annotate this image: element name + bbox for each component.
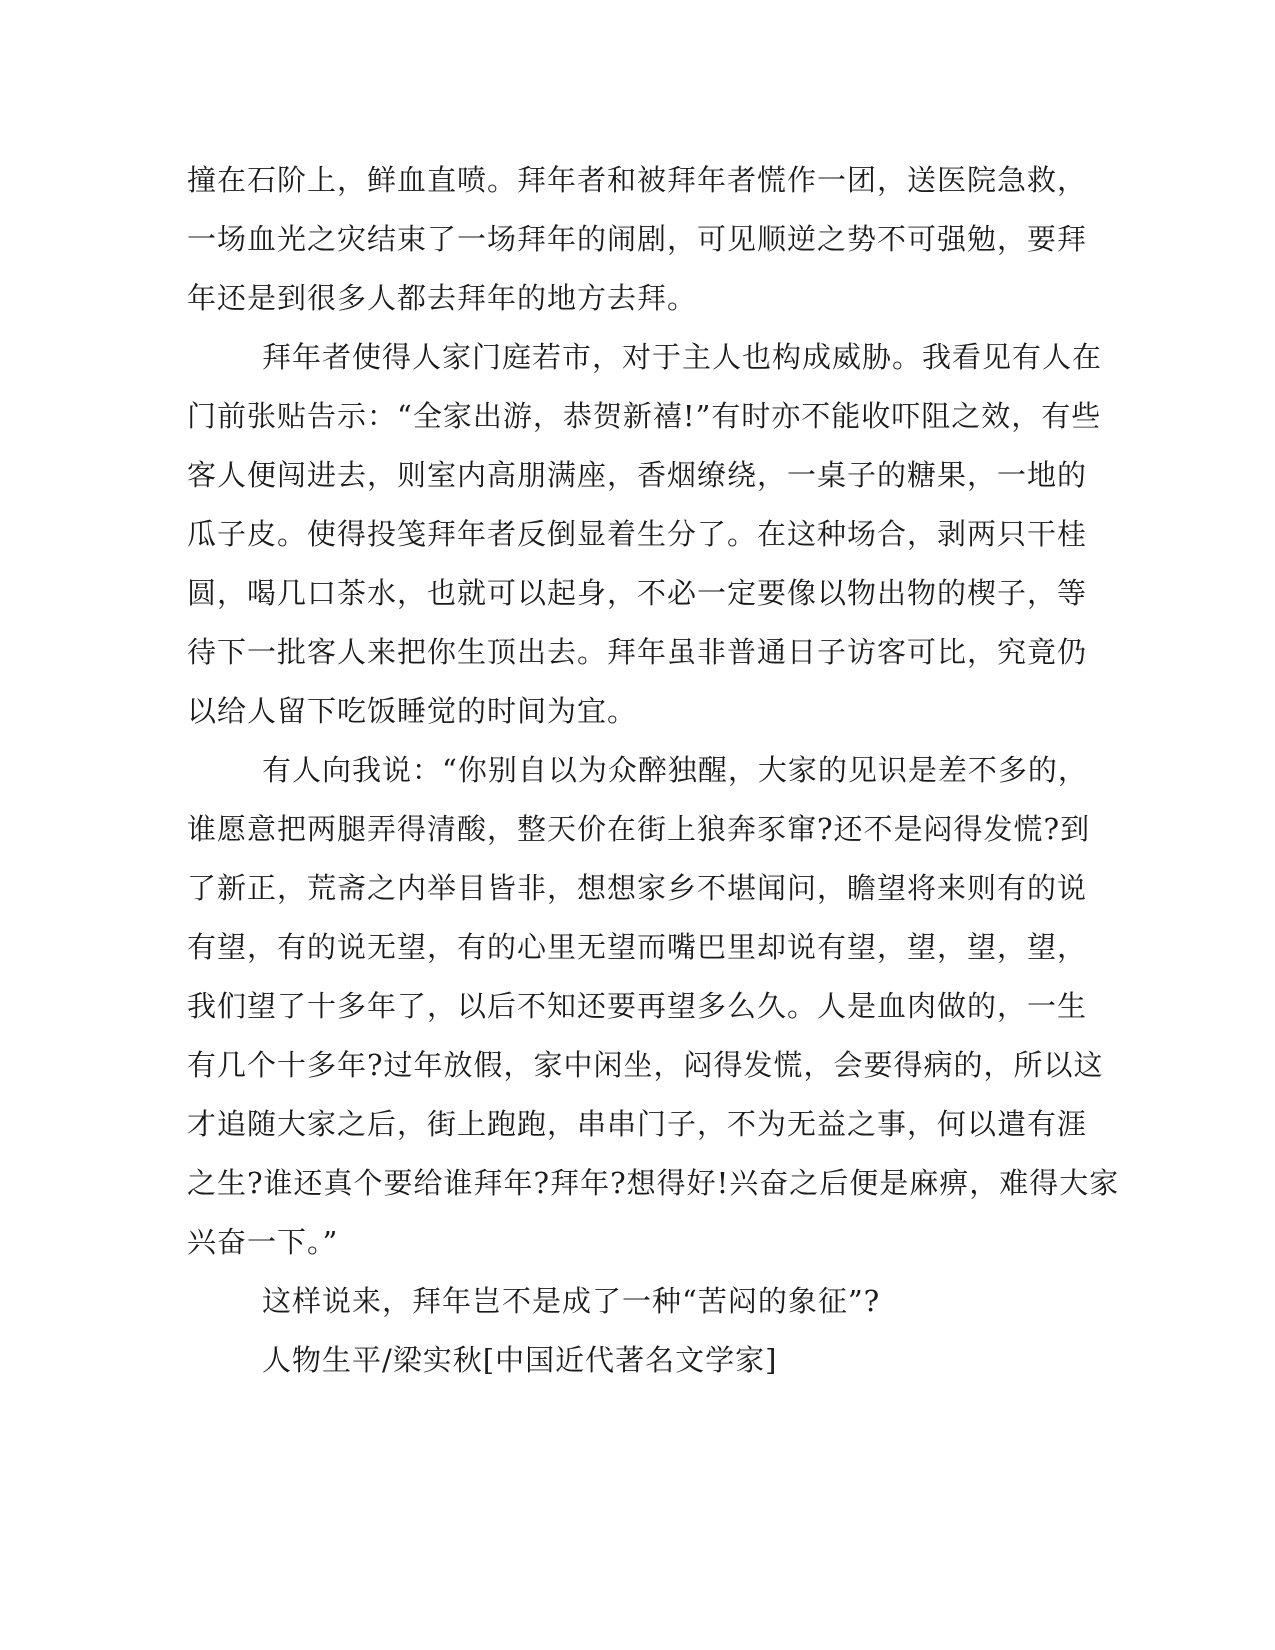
text-line: 谁愿意把两腿弄得清酸，整天价在街上狼奔豕窜?还不是闷得发慌?到 <box>187 812 1091 846</box>
text-line: 门前张贴告示：“全家出游，恭贺新禧!”有时亦不能收吓阻之效，有些 <box>187 399 1102 433</box>
text-line: 年还是到很多人都去拜年的地方去拜。 <box>187 281 698 315</box>
text-line: 我们望了十多年了，以后不知还要再望多么久。人是血肉做的，一生 <box>187 989 1088 1023</box>
text-line: 圆，喝几口茶水，也就可以起身，不必一定要像以物出物的楔子，等 <box>187 576 1088 610</box>
text-line: 兴奋一下。” <box>187 1225 339 1259</box>
text-line: 才追随大家之后，街上跑跑，串串门子，不为无益之事，何以遣有涯 <box>187 1107 1088 1141</box>
text-line: 一场血光之灾结束了一场拜年的闹剧，可见顺逆之势不可强勉，要拜 <box>187 222 1088 256</box>
text-line: 有望，有的说无望，有的心里无望而嘴巴里却说有望，望，望，望， <box>187 930 1088 964</box>
paragraph-first-line: 有人向我说：“你别自以为众醉独醒，大家的见识是差不多的， <box>262 753 1088 787</box>
text-line: 了新正，荒斋之内举目皆非，想想家乡不堪闻问，瞻望将来则有的说 <box>187 871 1088 905</box>
text-line: 有几个十多年?过年放假，家中闲坐，闷得发慌，会要得病的，所以这 <box>187 1048 1104 1082</box>
text-line: 撞在石阶上，鲜血直喷。拜年者和被拜年者慌作一团，送医院急救， <box>187 163 1088 197</box>
text-line: 待下一批客人来把你生顶出去。拜年虽非普通日子访客可比，究竟仍 <box>187 635 1088 669</box>
text-line: 之生?谁还真个要给谁拜年?拜年?想得好!兴奋之后便是麻痹，难得大家 <box>187 1166 1120 1200</box>
text-line: 以给人留下吃饭睡觉的时间为宜。 <box>187 694 638 728</box>
author-note: 人物生平/梁实秋[中国近代著名文学家] <box>262 1343 778 1377</box>
paragraph-first-line: 拜年者使得人家门庭若市，对于主人也构成威胁。我看见有人在 <box>262 340 1103 374</box>
paragraph-first-line: 这样说来，拜年岂不是成了一种“苦闷的象征”? <box>262 1284 881 1318</box>
text-line: 瓜子皮。使得投笺拜年者反倒显着生分了。在这种场合，剥两只干桂 <box>187 517 1088 551</box>
text-line: 客人便闯进去，则室内高朋满座，香烟缭绕，一桌子的糖果，一地的 <box>187 458 1088 492</box>
